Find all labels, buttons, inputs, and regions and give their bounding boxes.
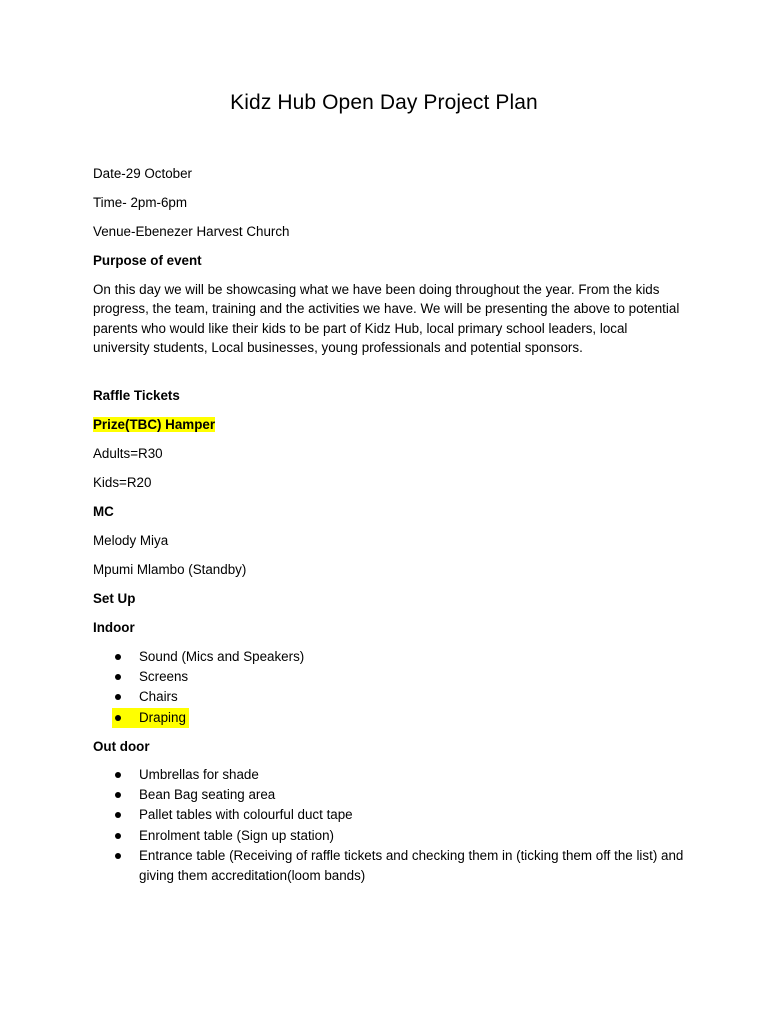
setup-heading: Set Up bbox=[93, 591, 136, 606]
bullet-icon bbox=[115, 715, 121, 721]
list-item bbox=[93, 667, 693, 687]
indoor-item-text: Draping bbox=[139, 709, 186, 725]
indoor-heading: Indoor bbox=[93, 620, 135, 635]
bullet-icon bbox=[115, 772, 121, 778]
outdoor-item-text: Bean Bag seating area bbox=[139, 787, 276, 803]
outdoor-item-text: Entrance table (Receiving of raffle tickets and checking them in (ticking them off the list) and giving them accreditation(loom bands) bbox=[139, 847, 684, 884]
time-line: Time- 2pm-6pm bbox=[93, 195, 187, 210]
venue-line: Venue-Ebenezer Harvest Church bbox=[93, 224, 290, 239]
mc-heading: MC bbox=[93, 504, 114, 519]
purpose-heading: Purpose of event bbox=[93, 253, 202, 268]
mc-primary: Melody Miya bbox=[93, 533, 169, 548]
prize-line bbox=[93, 415, 215, 434]
list-item bbox=[93, 687, 693, 707]
bullet-icon bbox=[115, 833, 121, 839]
indoor-item-text: Sound (Mics and Speakers) bbox=[139, 649, 305, 664]
indoor-item-text: Chairs bbox=[139, 689, 178, 705]
list-item bbox=[93, 846, 693, 886]
outdoor-item-text: Pallet tables with colourful duct tape bbox=[139, 807, 353, 823]
mc-standby: Mpumi Mlambo (Standby) bbox=[93, 562, 247, 577]
purpose-paragraph: On this day we will be showcasing what we have been doing throughout the year. From the kids progress, the team, training and the activities we have. We will be presenting the above to potential parents who would like their kids to be part of Kidz Hub, local primary school leaders, local university students, Local businesses, young professionals and potential sponsors. bbox=[93, 282, 680, 356]
indoor-list bbox=[93, 647, 693, 728]
outdoor-list bbox=[93, 765, 693, 886]
list-item bbox=[93, 765, 693, 785]
list-item bbox=[93, 826, 693, 846]
raffle-heading: Raffle Tickets bbox=[93, 388, 180, 403]
bullet-icon bbox=[115, 674, 121, 680]
indoor-item-text: Screens bbox=[139, 669, 189, 685]
list-item bbox=[93, 805, 693, 825]
outdoor-heading: Out door bbox=[93, 739, 150, 754]
bullet-icon bbox=[115, 792, 121, 798]
bullet-icon bbox=[115, 812, 121, 818]
bullet-icon bbox=[115, 853, 121, 859]
date-line: Date-29 October bbox=[93, 166, 192, 181]
prize-highlight: Prize(TBC) Hamper bbox=[93, 417, 216, 432]
bullet-icon bbox=[115, 694, 121, 700]
list-item-highlighted bbox=[93, 708, 693, 728]
adults-price: Adults=R30 bbox=[93, 446, 163, 461]
list-item bbox=[93, 785, 693, 805]
bullet-icon bbox=[115, 654, 121, 660]
outdoor-item-text: Umbrellas for shade bbox=[139, 767, 259, 782]
kids-price: Kids=R20 bbox=[93, 475, 152, 490]
list-item bbox=[93, 647, 693, 667]
outdoor-item-text: Enrolment table (Sign up station) bbox=[139, 827, 335, 843]
page-title: Kidz Hub Open Day Project Plan bbox=[230, 91, 538, 114]
